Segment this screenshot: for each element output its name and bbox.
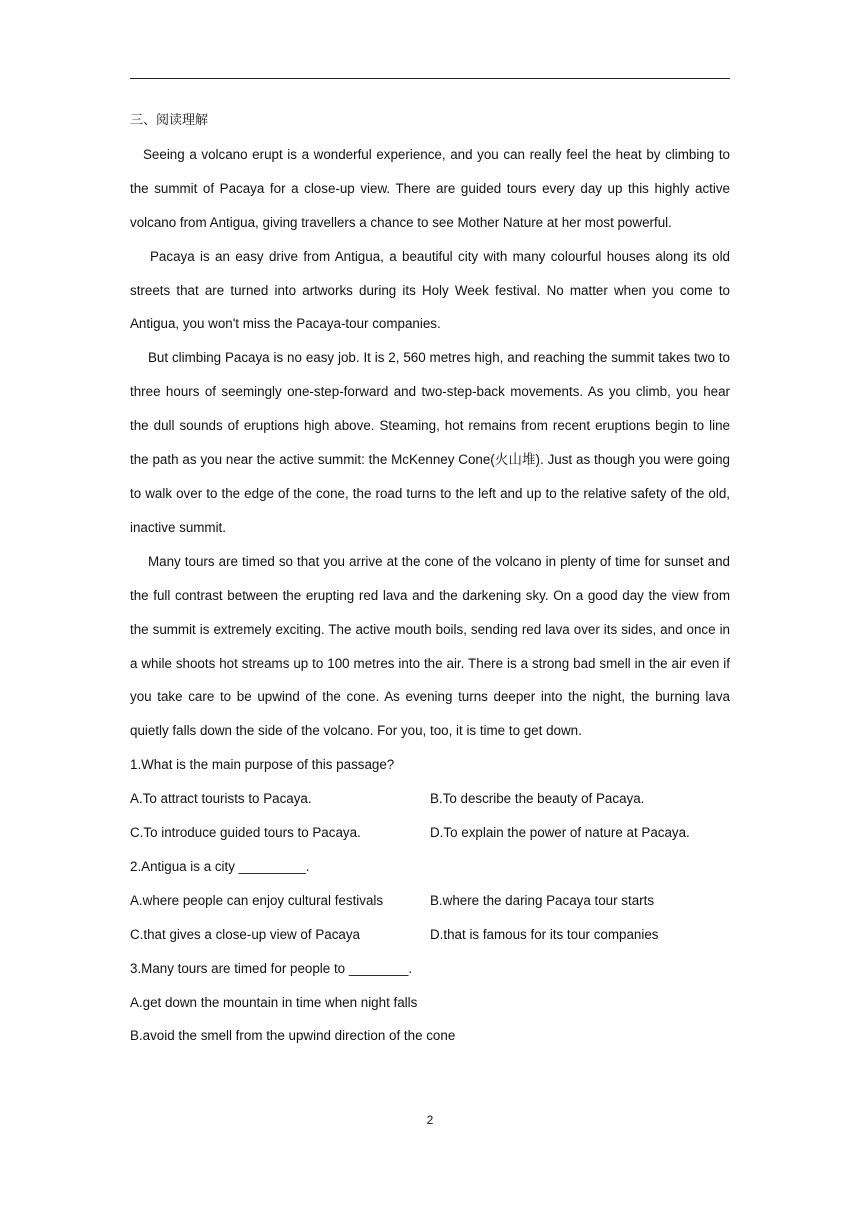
question-1-stem: 1.What is the main purpose of this passage? — [130, 757, 395, 773]
question-1-option-a: A.To attract tourists to Pacaya. — [130, 791, 312, 807]
document-body — [130, 104, 730, 1053]
question-1-option-c: C.To introduce guided tours to Pacaya. — [130, 825, 361, 841]
question-2-stem: 2.Antigua is a city _________. — [130, 858, 310, 874]
header-rule — [130, 78, 730, 79]
question-2-option-c: C.that gives a close-up view of Pacaya — [130, 926, 360, 942]
question-2-option-a: A.where people can enjoy cultural festivals — [130, 892, 384, 908]
question-2-options-row-2 — [130, 918, 730, 952]
section-title: 三、阅读理解 — [130, 113, 209, 128]
passage-paragraph-3: But climbing Pacaya is no easy job. It is 2, 560 metres high, and reaching the summit takes two to three hours of seemingly one-step-forward and two-step-back movements. As you climb, you hear the dull sounds of eruptions high above. Steaming, hot remains from recent eruptions begin to line the path as you near the active summit: the McKenney Cone(火山堆). Just as though you were going to walk over to the edge of the cone, the road turns to the left and up to the relative safety of the old, inactive summit. — [130, 350, 730, 535]
question-2-options-row-1 — [130, 884, 730, 918]
question-1-options-row-2 — [130, 816, 730, 850]
question-1-option-b: B.To describe the beauty of Pacaya. — [430, 791, 645, 807]
passage-paragraph-2: Pacaya is an easy drive from Antigua, a beautiful city with many colourful houses along its old streets that are turned into artworks during its Holy Week festival. No matter when you come to Antigua, you won't miss the Pacaya-tour companies. — [130, 248, 730, 332]
question-1-option-d: D.To explain the power of nature at Pacaya. — [430, 825, 690, 841]
question-1-options-row-1 — [130, 782, 730, 816]
question-3-option-b: B.avoid the smell from the upwind direction of the cone — [130, 1028, 456, 1044]
question-3-stem: 3.Many tours are timed for people to ________. — [130, 960, 413, 976]
passage-paragraph-4: Many tours are timed so that you arrive at the cone of the volcano in plenty of time for sunset and the full contrast between the erupting red lava and the darkening sky. On a good day the view from the summit is extremely exciting. The active mouth boils, sending red lava over its sides, and once in a while shoots hot streams up to 100 metres into the air. There is a strong bad smell in the air even if you take care to be upwind of the cone. As evening turns deeper into the night, the burning lava quietly falls down the side of the volcano. For you, too, it is time to get down. — [130, 553, 730, 739]
passage-paragraph-1: Seeing a volcano erupt is a wonderful experience, and you can really feel the heat by climbing to the summit of Pacaya for a close-up view. There are guided tours every day up this highly active volcano from Antigua, giving travellers a chance to see Mother Nature at her most powerful. — [130, 146, 730, 230]
question-2-option-b: B.where the daring Pacaya tour starts — [430, 892, 655, 908]
question-2-option-d: D.that is famous for its tour companies — [430, 926, 659, 942]
question-3-option-a: A.get down the mountain in time when night falls — [130, 994, 418, 1010]
page-number: 2 — [426, 1113, 434, 1127]
